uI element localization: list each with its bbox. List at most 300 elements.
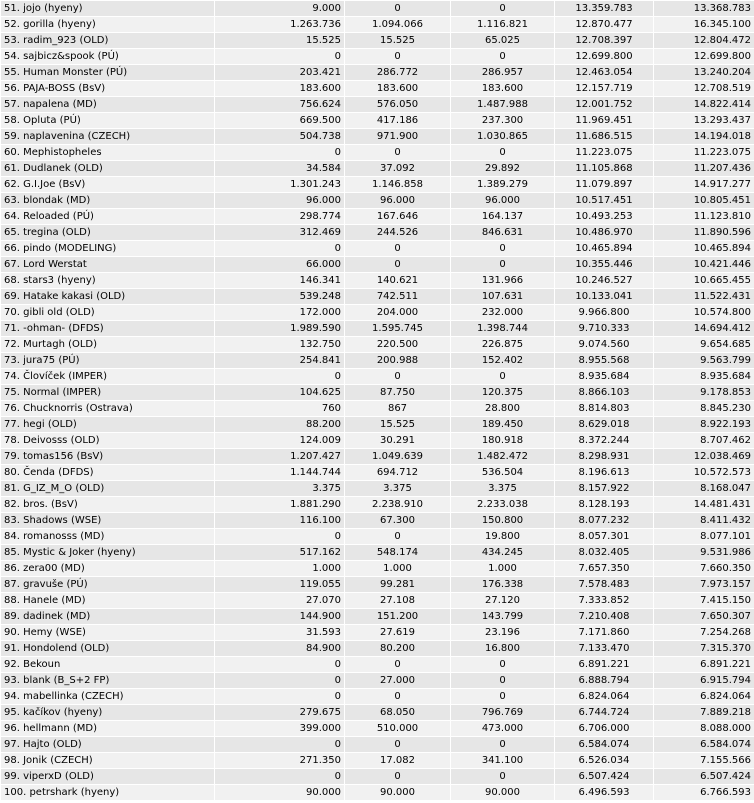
value-cell-3: 0 bbox=[451, 49, 555, 65]
player-name: Murtagh (OLD) bbox=[23, 338, 98, 350]
player-cell bbox=[1, 97, 215, 113]
rank-number: 52. bbox=[4, 18, 20, 30]
value-cell-1: 172.000 bbox=[215, 305, 345, 321]
value-cell-3: 237.300 bbox=[451, 113, 555, 129]
total-cell: 8.935.684 bbox=[654, 369, 754, 385]
value-cell-2: 87.750 bbox=[345, 385, 451, 401]
value-cell-4: 11.223.075 bbox=[555, 145, 654, 161]
value-cell-2: 90.000 bbox=[345, 785, 451, 801]
value-cell-1: 3.375 bbox=[215, 481, 345, 497]
value-cell-4: 7.578.483 bbox=[555, 577, 654, 593]
value-cell-4: 12.699.800 bbox=[555, 49, 654, 65]
value-cell-1: 760 bbox=[215, 401, 345, 417]
player-cell bbox=[1, 529, 215, 545]
player-name: mabellinka (CZECH) bbox=[23, 690, 124, 702]
table-row bbox=[1, 241, 754, 257]
rank-number: 85. bbox=[4, 546, 20, 558]
rank-number: 95. bbox=[4, 706, 20, 718]
value-cell-4: 9.074.560 bbox=[555, 337, 654, 353]
player-cell bbox=[1, 625, 215, 641]
rank-number: 98. bbox=[4, 754, 20, 766]
value-cell-3: 131.966 bbox=[451, 273, 555, 289]
value-cell-2: 548.174 bbox=[345, 545, 451, 561]
total-cell: 6.915.794 bbox=[654, 673, 754, 689]
player-cell bbox=[1, 289, 215, 305]
player-cell bbox=[1, 337, 215, 353]
table-row bbox=[1, 81, 754, 97]
value-cell-1: 0 bbox=[215, 369, 345, 385]
value-cell-2: 0 bbox=[345, 657, 451, 673]
value-cell-4: 7.210.408 bbox=[555, 609, 654, 625]
value-cell-2: 140.621 bbox=[345, 273, 451, 289]
value-cell-3: 846.631 bbox=[451, 225, 555, 241]
value-cell-4: 12.157.719 bbox=[555, 81, 654, 97]
value-cell-2: 0 bbox=[345, 737, 451, 753]
value-cell-4: 10.246.527 bbox=[555, 273, 654, 289]
total-cell: 8.168.047 bbox=[654, 481, 754, 497]
rank-number: 55. bbox=[4, 66, 20, 78]
value-cell-3: 0 bbox=[451, 241, 555, 257]
table-row bbox=[1, 305, 754, 321]
value-cell-1: 203.421 bbox=[215, 65, 345, 81]
value-cell-4: 6.891.221 bbox=[555, 657, 654, 673]
player-name: napalena (MD) bbox=[23, 98, 97, 110]
table-row bbox=[1, 17, 754, 33]
value-cell-3: 3.375 bbox=[451, 481, 555, 497]
table-row bbox=[1, 449, 754, 465]
player-name: Jonik (CZECH) bbox=[23, 754, 93, 766]
value-cell-1: 271.350 bbox=[215, 753, 345, 769]
player-name: PAJA-BOSS (BsV) bbox=[23, 82, 106, 94]
player-cell bbox=[1, 33, 215, 49]
total-cell: 11.123.810 bbox=[654, 209, 754, 225]
table-row bbox=[1, 609, 754, 625]
table-row bbox=[1, 193, 754, 209]
value-cell-3: 180.918 bbox=[451, 433, 555, 449]
value-cell-3: 189.450 bbox=[451, 417, 555, 433]
table-row bbox=[1, 593, 754, 609]
total-cell: 14.822.414 bbox=[654, 97, 754, 113]
value-cell-1: 0 bbox=[215, 49, 345, 65]
player-name: Čenda (DFDS) bbox=[23, 466, 94, 478]
total-cell: 7.889.218 bbox=[654, 705, 754, 721]
value-cell-2: 1.146.858 bbox=[345, 177, 451, 193]
rank-number: 67. bbox=[4, 258, 20, 270]
player-cell bbox=[1, 657, 215, 673]
player-cell bbox=[1, 385, 215, 401]
value-cell-3: 29.892 bbox=[451, 161, 555, 177]
player-name: blondak (MD) bbox=[23, 194, 91, 206]
player-cell bbox=[1, 321, 215, 337]
value-cell-1: 0 bbox=[215, 529, 345, 545]
value-cell-4: 8.077.232 bbox=[555, 513, 654, 529]
player-cell bbox=[1, 113, 215, 129]
table-row bbox=[1, 97, 754, 113]
value-cell-3: 434.245 bbox=[451, 545, 555, 561]
player-cell bbox=[1, 705, 215, 721]
value-cell-3: 0 bbox=[451, 257, 555, 273]
player-cell bbox=[1, 1, 215, 17]
player-cell bbox=[1, 561, 215, 577]
value-cell-3: 27.120 bbox=[451, 593, 555, 609]
rank-number: 87. bbox=[4, 578, 20, 590]
value-cell-4: 8.128.193 bbox=[555, 497, 654, 513]
table-row bbox=[1, 481, 754, 497]
player-name: Hondolend (OLD) bbox=[23, 642, 110, 654]
table-row bbox=[1, 145, 754, 161]
player-cell bbox=[1, 257, 215, 273]
rank-number: 62. bbox=[4, 178, 20, 190]
rank-number: 93. bbox=[4, 674, 20, 686]
value-cell-4: 6.706.000 bbox=[555, 721, 654, 737]
table-row bbox=[1, 769, 754, 785]
value-cell-4: 11.969.451 bbox=[555, 113, 654, 129]
total-cell: 7.254.268 bbox=[654, 625, 754, 641]
rank-number: 71. bbox=[4, 322, 20, 334]
value-cell-2: 417.186 bbox=[345, 113, 451, 129]
value-cell-1: 539.248 bbox=[215, 289, 345, 305]
player-cell bbox=[1, 481, 215, 497]
value-cell-2: 742.511 bbox=[345, 289, 451, 305]
table-row bbox=[1, 209, 754, 225]
rank-number: 69. bbox=[4, 290, 20, 302]
value-cell-1: 0 bbox=[215, 769, 345, 785]
value-cell-1: 9.000 bbox=[215, 1, 345, 17]
table-row bbox=[1, 33, 754, 49]
value-cell-3: 0 bbox=[451, 689, 555, 705]
value-cell-1: 279.675 bbox=[215, 705, 345, 721]
total-cell: 10.574.800 bbox=[654, 305, 754, 321]
total-cell: 8.411.432 bbox=[654, 513, 754, 529]
value-cell-2: 68.050 bbox=[345, 705, 451, 721]
value-cell-1: 183.600 bbox=[215, 81, 345, 97]
table-row bbox=[1, 289, 754, 305]
total-cell: 10.421.446 bbox=[654, 257, 754, 273]
value-cell-4: 13.359.783 bbox=[555, 1, 654, 17]
player-cell bbox=[1, 513, 215, 529]
value-cell-1: 146.341 bbox=[215, 273, 345, 289]
value-cell-3: 226.875 bbox=[451, 337, 555, 353]
value-cell-2: 0 bbox=[345, 1, 451, 17]
value-cell-3: 150.800 bbox=[451, 513, 555, 529]
player-name: radim_923 (OLD) bbox=[23, 34, 109, 46]
rank-number: 63. bbox=[4, 194, 20, 206]
value-cell-1: 1.000 bbox=[215, 561, 345, 577]
player-cell bbox=[1, 401, 215, 417]
total-cell: 10.572.573 bbox=[654, 465, 754, 481]
value-cell-3: 0 bbox=[451, 769, 555, 785]
rank-number: 91. bbox=[4, 642, 20, 654]
value-cell-3: 176.338 bbox=[451, 577, 555, 593]
rank-number: 82. bbox=[4, 498, 20, 510]
table-row bbox=[1, 49, 754, 65]
rank-number: 57. bbox=[4, 98, 20, 110]
total-cell: 7.660.350 bbox=[654, 561, 754, 577]
player-name: Hanele (MD) bbox=[23, 594, 86, 606]
value-cell-4: 10.493.253 bbox=[555, 209, 654, 225]
value-cell-1: 0 bbox=[215, 737, 345, 753]
value-cell-1: 31.593 bbox=[215, 625, 345, 641]
value-cell-1: 504.738 bbox=[215, 129, 345, 145]
value-cell-4: 7.333.852 bbox=[555, 593, 654, 609]
player-name: pindo (MODELING) bbox=[23, 242, 117, 254]
table-row bbox=[1, 545, 754, 561]
player-cell bbox=[1, 577, 215, 593]
total-cell: 7.155.566 bbox=[654, 753, 754, 769]
player-name: dadinek (MD) bbox=[23, 610, 91, 622]
table-row bbox=[1, 401, 754, 417]
player-name: Bekoun bbox=[23, 658, 61, 670]
value-cell-2: 151.200 bbox=[345, 609, 451, 625]
rank-number: 94. bbox=[4, 690, 20, 702]
player-cell bbox=[1, 241, 215, 257]
rank-number: 80. bbox=[4, 466, 20, 478]
value-cell-1: 0 bbox=[215, 657, 345, 673]
total-cell: 7.973.157 bbox=[654, 577, 754, 593]
value-cell-4: 6.824.064 bbox=[555, 689, 654, 705]
player-name: G_IZ_M_O (OLD) bbox=[23, 482, 105, 494]
value-cell-2: 3.375 bbox=[345, 481, 451, 497]
value-cell-3: 1.116.821 bbox=[451, 17, 555, 33]
value-cell-1: 669.500 bbox=[215, 113, 345, 129]
player-cell bbox=[1, 769, 215, 785]
player-name: Chucknorris (Ostrava) bbox=[23, 402, 133, 414]
table-row bbox=[1, 1, 754, 17]
total-cell: 10.805.451 bbox=[654, 193, 754, 209]
player-cell bbox=[1, 129, 215, 145]
player-name: kačíkov (hyeny) bbox=[23, 706, 103, 718]
value-cell-1: 756.624 bbox=[215, 97, 345, 113]
rank-number: 92. bbox=[4, 658, 20, 670]
table-row bbox=[1, 689, 754, 705]
rank-number: 86. bbox=[4, 562, 20, 574]
rank-number: 60. bbox=[4, 146, 20, 158]
player-cell bbox=[1, 353, 215, 369]
total-cell: 12.038.469 bbox=[654, 449, 754, 465]
player-name: sajbicz&spook (PÚ) bbox=[23, 50, 119, 62]
player-name: Human Monster (PÚ) bbox=[23, 66, 128, 78]
total-cell: 6.766.593 bbox=[654, 785, 754, 801]
value-cell-4: 8.298.931 bbox=[555, 449, 654, 465]
player-cell bbox=[1, 433, 215, 449]
value-cell-3: 473.000 bbox=[451, 721, 555, 737]
value-cell-2: 15.525 bbox=[345, 417, 451, 433]
value-cell-1: 1.301.243 bbox=[215, 177, 345, 193]
total-cell: 9.563.799 bbox=[654, 353, 754, 369]
value-cell-3: 183.600 bbox=[451, 81, 555, 97]
player-name: G.I.Joe (BsV) bbox=[23, 178, 86, 190]
value-cell-4: 12.001.752 bbox=[555, 97, 654, 113]
total-cell: 14.917.277 bbox=[654, 177, 754, 193]
total-cell: 11.890.596 bbox=[654, 225, 754, 241]
value-cell-4: 8.935.684 bbox=[555, 369, 654, 385]
player-name: Normal (IMPER) bbox=[23, 386, 102, 398]
player-cell bbox=[1, 145, 215, 161]
total-cell: 8.707.462 bbox=[654, 433, 754, 449]
value-cell-1: 15.525 bbox=[215, 33, 345, 49]
value-cell-4: 10.355.446 bbox=[555, 257, 654, 273]
rank-number: 58. bbox=[4, 114, 20, 126]
value-cell-3: 2.233.038 bbox=[451, 497, 555, 513]
value-cell-1: 0 bbox=[215, 241, 345, 257]
table-row bbox=[1, 657, 754, 673]
value-cell-4: 7.171.860 bbox=[555, 625, 654, 641]
rank-number: 81. bbox=[4, 482, 20, 494]
value-cell-2: 1.000 bbox=[345, 561, 451, 577]
value-cell-1: 0 bbox=[215, 673, 345, 689]
table-row bbox=[1, 225, 754, 241]
table-row bbox=[1, 337, 754, 353]
player-name: gibli old (OLD) bbox=[23, 306, 95, 318]
total-cell: 12.804.472 bbox=[654, 33, 754, 49]
value-cell-4: 6.584.074 bbox=[555, 737, 654, 753]
player-name: Hajto (OLD) bbox=[23, 738, 82, 750]
value-cell-1: 144.900 bbox=[215, 609, 345, 625]
value-cell-2: 0 bbox=[345, 529, 451, 545]
table-row bbox=[1, 737, 754, 753]
value-cell-2: 27.619 bbox=[345, 625, 451, 641]
value-cell-1: 104.625 bbox=[215, 385, 345, 401]
value-cell-3: 0 bbox=[451, 673, 555, 689]
value-cell-3: 65.025 bbox=[451, 33, 555, 49]
total-cell: 12.699.800 bbox=[654, 49, 754, 65]
rank-number: 74. bbox=[4, 370, 20, 382]
rank-number: 65. bbox=[4, 226, 20, 238]
value-cell-3: 341.100 bbox=[451, 753, 555, 769]
player-name: hegi (OLD) bbox=[23, 418, 77, 430]
player-cell bbox=[1, 273, 215, 289]
table-row bbox=[1, 65, 754, 81]
rank-number: 53. bbox=[4, 34, 20, 46]
player-name: gorilla (hyeny) bbox=[23, 18, 96, 30]
value-cell-2: 80.200 bbox=[345, 641, 451, 657]
table-row bbox=[1, 433, 754, 449]
total-cell: 10.665.455 bbox=[654, 273, 754, 289]
total-cell: 9.531.986 bbox=[654, 545, 754, 561]
value-cell-2: 1.094.066 bbox=[345, 17, 451, 33]
value-cell-2: 30.291 bbox=[345, 433, 451, 449]
value-cell-2: 0 bbox=[345, 689, 451, 705]
value-cell-3: 0 bbox=[451, 1, 555, 17]
table-row bbox=[1, 577, 754, 593]
value-cell-4: 8.955.568 bbox=[555, 353, 654, 369]
value-cell-4: 7.133.470 bbox=[555, 641, 654, 657]
value-cell-1: 1.144.744 bbox=[215, 465, 345, 481]
value-cell-1: 1.263.736 bbox=[215, 17, 345, 33]
rank-number: 51. bbox=[4, 2, 20, 14]
value-cell-4: 6.496.593 bbox=[555, 785, 654, 801]
player-cell bbox=[1, 673, 215, 689]
player-name: Mystic & Joker (hyeny) bbox=[23, 546, 136, 558]
player-cell bbox=[1, 753, 215, 769]
value-cell-2: 67.300 bbox=[345, 513, 451, 529]
table-row bbox=[1, 705, 754, 721]
rank-number: 89. bbox=[4, 610, 20, 622]
value-cell-4: 8.032.405 bbox=[555, 545, 654, 561]
value-cell-2: 694.712 bbox=[345, 465, 451, 481]
value-cell-2: 286.772 bbox=[345, 65, 451, 81]
total-cell: 8.922.193 bbox=[654, 417, 754, 433]
value-cell-2: 0 bbox=[345, 49, 451, 65]
table-row bbox=[1, 129, 754, 145]
table-row bbox=[1, 673, 754, 689]
value-cell-2: 167.646 bbox=[345, 209, 451, 225]
player-cell bbox=[1, 417, 215, 433]
value-cell-3: 1.000 bbox=[451, 561, 555, 577]
value-cell-1: 254.841 bbox=[215, 353, 345, 369]
value-cell-1: 0 bbox=[215, 145, 345, 161]
total-cell: 6.507.424 bbox=[654, 769, 754, 785]
value-cell-1: 1.207.427 bbox=[215, 449, 345, 465]
value-cell-3: 28.800 bbox=[451, 401, 555, 417]
player-cell bbox=[1, 193, 215, 209]
value-cell-2: 2.238.910 bbox=[345, 497, 451, 513]
value-cell-2: 1.595.745 bbox=[345, 321, 451, 337]
rank-number: 56. bbox=[4, 82, 20, 94]
value-cell-3: 96.000 bbox=[451, 193, 555, 209]
total-cell: 11.223.075 bbox=[654, 145, 754, 161]
player-cell bbox=[1, 689, 215, 705]
value-cell-3: 1.389.279 bbox=[451, 177, 555, 193]
table-row bbox=[1, 177, 754, 193]
player-name: naplavenina (CZECH) bbox=[23, 130, 131, 142]
value-cell-2: 0 bbox=[345, 369, 451, 385]
player-name: gravuše (PÚ) bbox=[23, 578, 88, 590]
value-cell-1: 132.750 bbox=[215, 337, 345, 353]
value-cell-3: 1.398.744 bbox=[451, 321, 555, 337]
player-name: viperxD (OLD) bbox=[23, 770, 94, 782]
player-name: Dudlanek (OLD) bbox=[23, 162, 103, 174]
table-row bbox=[1, 353, 754, 369]
rank-number: 73. bbox=[4, 354, 20, 366]
value-cell-4: 11.105.868 bbox=[555, 161, 654, 177]
player-name: zera00 (MD) bbox=[23, 562, 85, 574]
player-name: Reloaded (PÚ) bbox=[23, 210, 94, 222]
value-cell-2: 204.000 bbox=[345, 305, 451, 321]
value-cell-3: 0 bbox=[451, 737, 555, 753]
player-name: blank (B_S+2 FP) bbox=[23, 674, 110, 686]
value-cell-4: 11.686.515 bbox=[555, 129, 654, 145]
value-cell-2: 971.900 bbox=[345, 129, 451, 145]
rank-number: 70. bbox=[4, 306, 20, 318]
value-cell-1: 1.989.590 bbox=[215, 321, 345, 337]
player-cell bbox=[1, 209, 215, 225]
value-cell-4: 12.708.397 bbox=[555, 33, 654, 49]
player-cell bbox=[1, 49, 215, 65]
player-name: jura75 (PÚ) bbox=[23, 354, 80, 366]
total-cell: 14.694.412 bbox=[654, 321, 754, 337]
value-cell-3: 120.375 bbox=[451, 385, 555, 401]
value-cell-2: 867 bbox=[345, 401, 451, 417]
value-cell-2: 244.526 bbox=[345, 225, 451, 241]
value-cell-4: 10.133.041 bbox=[555, 289, 654, 305]
value-cell-1: 119.055 bbox=[215, 577, 345, 593]
player-name: jojo (hyeny) bbox=[23, 2, 83, 14]
value-cell-4: 8.814.803 bbox=[555, 401, 654, 417]
rank-number: 66. bbox=[4, 242, 20, 254]
rank-number: 61. bbox=[4, 162, 20, 174]
value-cell-4: 12.463.054 bbox=[555, 65, 654, 81]
value-cell-1: 1.881.290 bbox=[215, 497, 345, 513]
value-cell-4: 6.744.724 bbox=[555, 705, 654, 721]
value-cell-1: 124.009 bbox=[215, 433, 345, 449]
rank-number: 96. bbox=[4, 722, 20, 734]
player-name: Mephistopheles bbox=[23, 146, 102, 158]
rank-number: 77. bbox=[4, 418, 20, 430]
total-cell: 11.522.431 bbox=[654, 289, 754, 305]
rank-number: 88. bbox=[4, 594, 20, 606]
player-cell bbox=[1, 305, 215, 321]
